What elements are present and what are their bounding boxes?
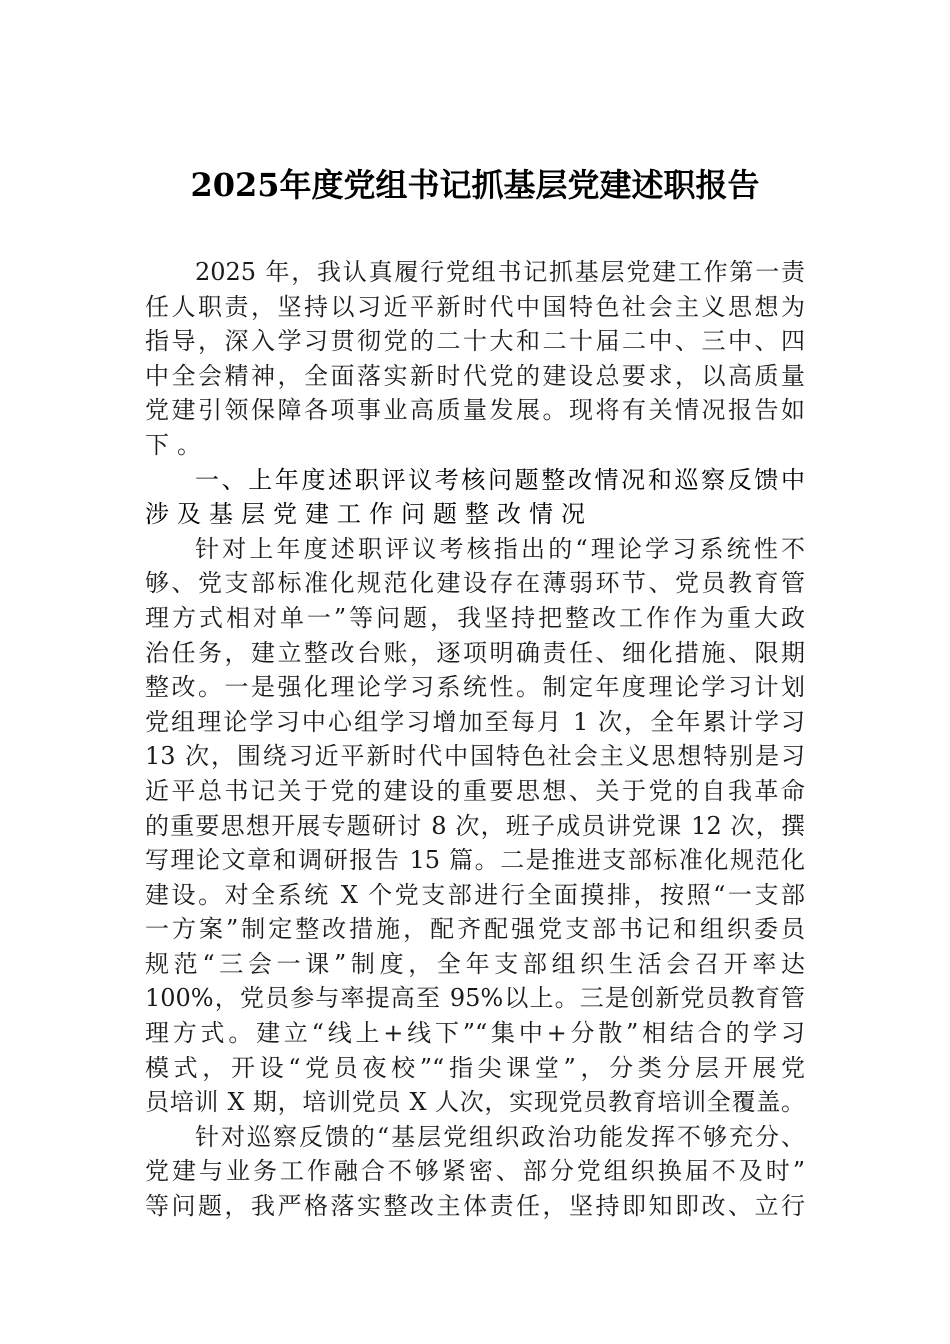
paragraph-line: 员培训 X 期，培训党员 X 人次，实现党员教育培训全覆盖。 [145,1088,805,1117]
paragraph-line: 等问题，我严格落实整改主体责任，坚持即知即改、立行 [145,1192,805,1221]
paragraph-line: 规范“三会一课”制度，全年支部组织生活会召开率达 [145,949,805,978]
paragraph-line: 党建引领保障各项事业高质量发展。现将有关情况报告如 [145,396,805,425]
paragraph-line: 中全会精神，全面落实新时代党的建设总要求，以高质量 [145,361,805,390]
heading-line: 一、上年度述职评议考核问题整改情况和巡察反馈中 [195,465,805,494]
rectification-paragraph [145,532,805,1120]
paragraph-line: 写理论文章和调研报告 15 篇。二是推进支部标准化规范化 [145,846,805,875]
paragraph-line: 整改。一是强化理论学习系统性。制定年度理论学习计划 [145,673,805,702]
paragraph-line: 下。 [145,430,209,459]
paragraph-line: 针对上年度述职评议考核指出的“理论学习系统性不 [195,534,805,563]
paragraph-line: 针对巡察反馈的“基层党组织政治功能发挥不够充分、 [195,1122,805,1151]
paragraph-line: 模式，开设“党员夜校”“指尖课堂”，分类分层开展党 [145,1053,805,1082]
heading-line: 涉及基层党建工作问题整改情况 [145,500,593,529]
document-body [145,255,805,1224]
paragraph-line: 近平总书记关于党的建设的重要思想、关于党的自我革命 [145,776,805,805]
paragraph-line: 任人职责，坚持以习近平新时代中国特色社会主义思想为 [145,292,805,321]
paragraph-line: 一方案”制定整改措施，配齐配强党支部书记和组织委员 [145,915,805,944]
paragraph-line: 13 次，围绕习近平新时代中国特色社会主义思想特别是习 [145,742,805,771]
paragraph-line: 100%，党员参与率提高至 95%以上。三是创新党员教育管 [145,984,805,1013]
paragraph-line: 党建与业务工作融合不够紧密、部分党组织换届不及时” [145,1157,805,1186]
section-heading-1 [145,463,805,532]
intro-paragraph [145,255,805,463]
paragraph-line: 建设。对全系统 X 个党支部进行全面摸排，按照“一支部 [145,880,805,909]
paragraph-line: 的重要思想开展专题研讨 8 次，班子成员讲党课 12 次，撰 [145,811,805,840]
paragraph-line: 党组理论学习中心组学习增加至每月 1 次，全年累计学习 [145,707,805,736]
paragraph-line: 够、党支部标准化规范化建设存在薄弱环节、党员教育管 [145,569,805,598]
paragraph-line: 指导，深入学习贯彻党的二十大和二十届二中、三中、四 [145,327,805,356]
paragraph-line: 2025 年，我认真履行党组书记抓基层党建工作第一责 [195,258,805,286]
paragraph-line: 治任务，建立整改台账，逐项明确责任、细化措施、限期 [145,638,805,667]
paragraph-line: 理方式相对单一”等问题，我坚持把整改工作作为重大政 [145,603,805,632]
paragraph-line: 理方式。建立“线上+线下”“集中+分散”相结合的学习 [145,1019,805,1048]
inspection-feedback-paragraph [145,1120,805,1224]
document-title: 2025年度党组书记抓基层党建述职报告 [190,166,760,204]
